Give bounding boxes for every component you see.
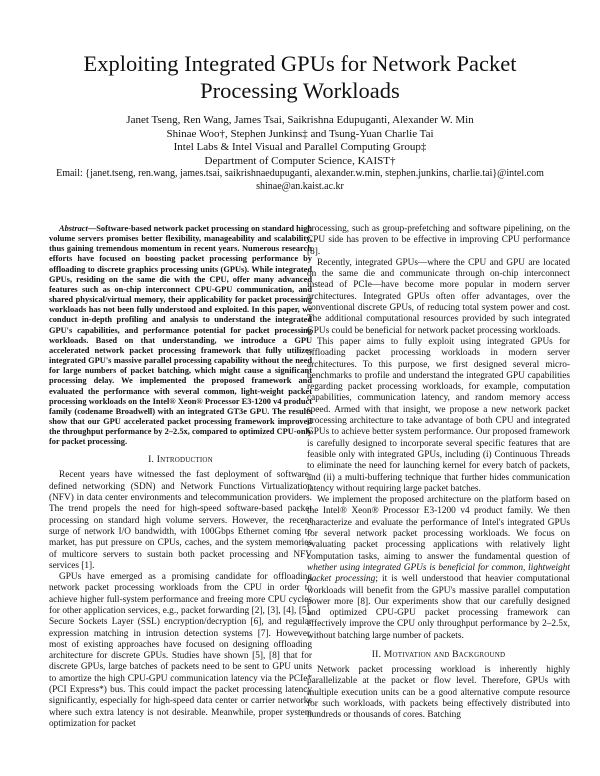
intro-paragraph-2: GPUs have emerged as a promising candidate for offloading network packet processing workloads from the CPU in order to achieve higher full-system performance and freeing more CPU cycles for other application services, e.g., packet forwarding [2], [3], [4], [5], Secure Sockets Layer (SSL) encryption/decryption [6], and regular expression matching in intrusion detection systems [7]. However, most of existing approaches have focused on designing offloading architecture for discrete GPUs. Studies have shown [5], [8] that for discrete GPUs, large batches of packets need to be sent to GPU units to amortize the high CPU-GPU communication latency via the PCIe* (PCI Express*) bus. This could impact the packet processing latency significantly, especially for high-speed data center or carrier networks where such extra latency is not desirable. Meanwhile, proper system optimization for packet [49,572,312,729]
abstract-text: —Software-based network packet processing on standard high volume servers promises better flexibility, manageability and scalability, thus gaining tremendous momentum in recent years. Numerous research efforts have focused on boosting packet processing performance by offloading to discrete graphics processing units (GPUs). While integrated GPUs, residing on the same die with the CPU, offer many advanced features such as on-chip interconnect CPU-GPU communication, and shared physical/virtual memory, their applicability for packet processing workloads has not been fully understood and exploited. In this paper, we conduct in-depth profiling and analysis to understand the integrated GPU's capabilities, and performance potential for packet processing workloads. Based on that understanding, we introduce a GPU accelerated network packet processing framework that fully utilizes integrated GPU's massive parallel processing capability without the need for large numbers of packet batching, which might cause a significant processing delay. We implemented the proposed framework and evaluated the performance with several common, light-weight packet processing workloads on the Intel® Xeon® Processor E3-1200 v4 product family (codename Broadwell) with an integrated GT3e GPU. The results show that our GPU accelerated packet processing framework improved the throughput performance by 2–2.5x, compared to optimized CPU-only for packet processing. [49,224,312,447]
author-block [40,114,560,193]
intro-p5-part-a: We implement the proposed architecture on the platform based on the Intel® Xeon® Processor E3-1200 v4 product family. We then characterize and evaluate the performance of Intel's integrated GPUs for several network packet processing workloads. We focus on evaluating packet processing applications with relatively light computation tasks, aiming to answer the fundamental question of [307,495,570,562]
intro-paragraph-4: This paper aims to fully exploit using integrated GPUs for offloading packet processing workloads in modern server architectures. To this purpose, we first designed several micro-benchmarks to profile and understand the integrated GPU capabilities regarding packet processing workloads, for example, computation capabilities, communication latency, and random memory access speed. Armed with that insight, we propose a new network packet processing architecture to take advantage of both CPU and integrated GPUs to achieve better system performance. Our proposed framework is carefully designed to incorporate several specific features that are feasible only with integrated GPUs, including (i) Continuous Threads to eliminate the need for launching kernel for every batch of packets, and (ii) a multi-buffering technique that further hides communication latency without requiring large packet batches. [307,336,570,494]
right-column [307,224,570,721]
email-line-2: shinae@an.kaist.ac.kr [256,180,344,192]
section-heading-introduction [49,453,312,466]
author-list-line-1: Janet Tseng, Ren Wang, James Tsai, Saikrishna Edupuganti, Alexander W. Min [126,114,474,126]
intro-paragraph-1: Recent years have witnessed the fast deployment of software-defined networking (SDN) and Network Functions Virtualization (NFV) in data center environments and telecommunication providers. The trend propels the need for high-speed software-based packet processing on standard high volume servers. However, the recent surge of network I/O bandwidth, with 100Gbps Ethernet coming to market, has put pressure on CPUs, caches, and the system memories of multicore servers to sustain both packet processing and NFV services [1]. [49,470,312,571]
affiliation-intel: Intel Labs & Intel Visual and Parallel Computing Group‡ [173,141,427,153]
abstract-lead: Abstract [59,224,88,233]
left-column [49,224,312,730]
section-number: I. [148,454,157,466]
section-title: Motivation and Background [383,648,506,660]
section-title: Introduction [156,454,213,466]
paper-title: Exploiting Integrated GPUs for Network Packet Processing Workloads [83,51,517,103]
intro-paragraph-3: Recently, integrated GPUs—where the CPU and GPU are located on the same die and communicate through on-chip interconnect instead of PCIe—have become more popular in modern server architectures. Integrated GPUs often offer advantages, over the conventional discrete GPUs, of reducing total system power and cost. The additional computational resources provided by such integrated GPUs could be beneficial for network packet processing workloads. [307,257,570,336]
motivation-paragraph-1: Network packet processing workload is inherently highly parallelizable at the packet or flow level. Therefore, GPUs with multiple execution units can be a good alternative compute resource for such workloads, with packets being effectively distributed into hundreds or thousands of cores. Batching [307,664,570,721]
author-list-line-2: Shinae Woo†, Stephen Junkins‡ and Tsung-Yuan Charlie Tai [166,127,434,140]
intro-p5-emphasis: whether using integrated GPUs is beneficial for common, lightweight packet processing [307,562,570,585]
affiliation-kaist: Department of Computer Science, KAIST† [204,154,396,167]
abstract [49,224,312,447]
intro-paragraph-continued: processing, such as group-prefetching and software pipelining, on the CPU side has proven to be effective in improving CPU performance [8]. [307,224,570,257]
section-heading-motivation [307,648,570,661]
section-number: II. [371,648,384,660]
intro-paragraph-5 [307,495,570,642]
email-line-1: Email: {janet.tseng, ren.wang, james.tsai, saikrishnaedupuganti, alexander.w.min, stephen.junkins, charlie.tai}@intel.com [56,168,544,179]
intro-p5-part-b: ; it is well understood that heavier computational workloads will benefit from the GPU's massive parallel computation power more [8]. Our experiments show that our carefully designed and optimized CPU-GPU packet processing framework can effectively improve the CPU only throughput performance by 2–2.5x, without batching large number of packets. [307,574,570,641]
